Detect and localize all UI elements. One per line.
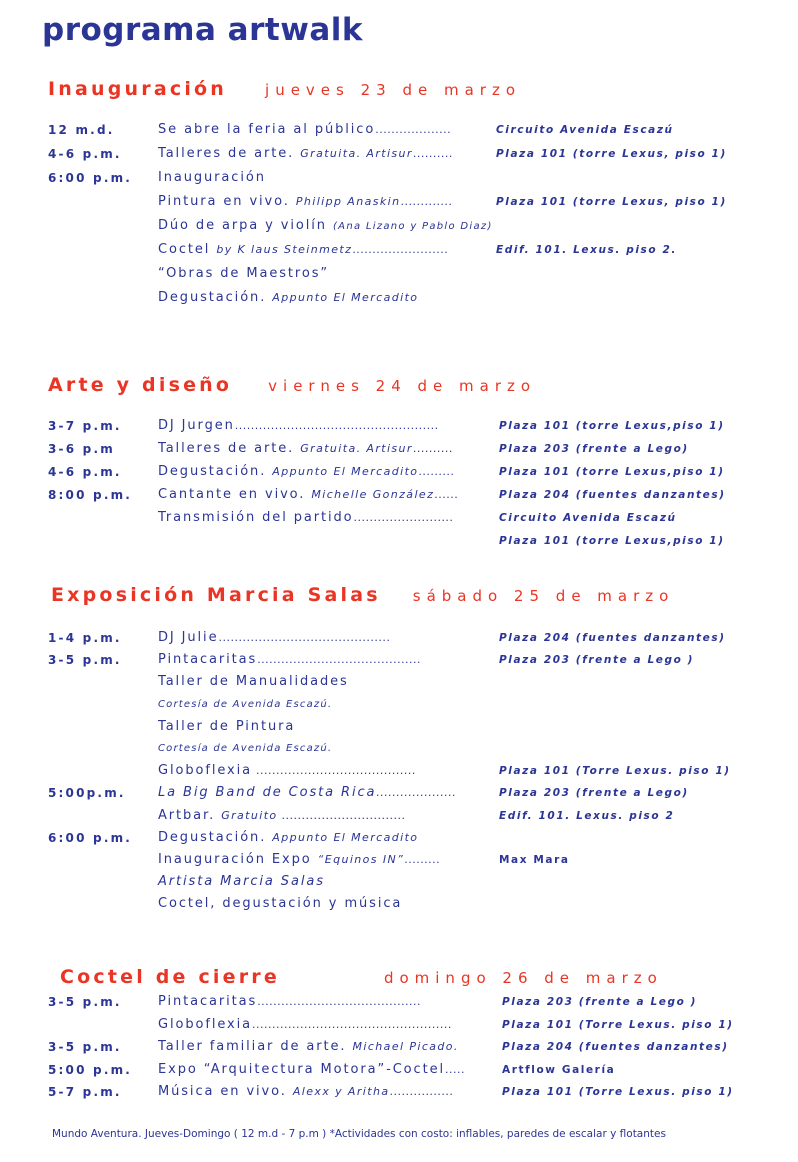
- activity-detail: Appunto El Mercadito: [272, 830, 419, 844]
- location-label: Plaza 204 (fuentes danzantes): [499, 632, 726, 644]
- activity-name: Cortesía de Avenida Escazú.: [158, 743, 333, 754]
- schedule-row: [0, 240, 798, 262]
- activity-label: [158, 510, 453, 525]
- schedule-row: [0, 508, 798, 530]
- schedule-row: [0, 1082, 798, 1104]
- activity-name: Taller familiar de arte.: [158, 1039, 347, 1054]
- activity-name: Inauguración: [158, 170, 266, 185]
- activity-label: [158, 242, 448, 257]
- activity-detail: by K laus Steinmetz: [216, 243, 353, 256]
- schedule-row: [0, 828, 798, 850]
- activity-name: Taller de Manualidades: [158, 674, 349, 690]
- location-label: Edif. 101. Lexus. piso 2.: [496, 244, 677, 256]
- activity-label: [158, 418, 439, 433]
- location-label: Plaza 101 (Torre Lexus. piso 1): [499, 765, 731, 778]
- activity-label: [158, 743, 332, 754]
- schedule-row: [0, 439, 798, 461]
- leader-dots: .........................................: [257, 653, 422, 667]
- activity-label: [158, 830, 418, 845]
- location-label: Plaza 101 (torre Lexus, piso 1): [496, 196, 727, 208]
- activity-label: [158, 290, 418, 305]
- activity-label: [158, 630, 390, 645]
- schedule-row: [0, 416, 798, 438]
- schedule-row: [0, 288, 798, 310]
- activity-name: DJ Julie: [158, 630, 219, 645]
- activity-name: Pintacaritas: [158, 994, 258, 1009]
- location-label: Plaza 204 (fuentes danzantes): [499, 489, 726, 501]
- schedule-row: [0, 192, 798, 214]
- activity-label: [158, 808, 405, 823]
- activity-name: Pintacaritas: [158, 652, 258, 668]
- activity-name: Globoflexia: [158, 763, 252, 779]
- activity-name: Inauguración Expo: [158, 852, 312, 867]
- activity-name: Artbar.: [158, 807, 216, 823]
- section-date: domingo 26 de marzo: [383, 969, 663, 987]
- location-label: Plaza 101 (torre Lexus,piso 1): [499, 535, 725, 547]
- activity-detail: Philipp Anaskin: [295, 195, 401, 208]
- location-label: Plaza 101 (torre Lexus,piso 1): [499, 466, 725, 478]
- section-heading: [60, 966, 663, 988]
- location-label: Edif. 101. Lexus. piso 2: [499, 809, 675, 822]
- activity-name: Coctel: [158, 242, 211, 257]
- activity-label: [158, 763, 416, 778]
- location-label: Plaza 203 (frente a Lego ): [502, 996, 698, 1008]
- leader-dots: ..................................................: [251, 1017, 452, 1031]
- activity-detail: Michelle González: [311, 488, 435, 501]
- activity-detail: Gratuita. Artisur: [300, 442, 413, 455]
- time-label: 5-7 p.m.: [48, 1085, 122, 1099]
- schedule-row: [0, 1060, 798, 1082]
- activity-label: [158, 1039, 459, 1054]
- leader-dots: ..........: [412, 147, 453, 160]
- leader-dots: .........................................: [257, 995, 422, 1008]
- leader-dots: .........: [418, 465, 455, 478]
- schedule-row: [0, 462, 798, 484]
- time-label: 6:00 p.m.: [48, 171, 133, 185]
- schedule-row: [0, 672, 798, 694]
- activity-label: [158, 1084, 453, 1099]
- time-label: 6:00 p.m.: [48, 830, 133, 845]
- schedule-row: [0, 1037, 798, 1059]
- activity-name: Música en vivo.: [158, 1084, 287, 1099]
- leader-dots: ...........................................: [218, 631, 391, 644]
- schedule-row: [0, 168, 798, 190]
- activity-detail: Gratuito: [221, 808, 278, 822]
- activity-detail: Gratuita. Artisur: [300, 147, 413, 160]
- location-label: Plaza 101 (torre Lexus,piso 1): [499, 420, 725, 432]
- activity-label: [158, 266, 329, 281]
- activity-label: [158, 652, 421, 667]
- schedule-row: [0, 650, 798, 672]
- time-label: 4-6 p.m.: [48, 147, 122, 161]
- activity-name: La Big Band de Costa Rica: [158, 785, 377, 801]
- activity-label: [158, 146, 453, 161]
- leader-dots: ...................: [375, 123, 452, 136]
- schedule-row: [0, 992, 798, 1014]
- activity-detail: “Equinos IN”: [317, 853, 405, 866]
- location-label: Plaza 203 (frente a Lego): [499, 787, 689, 800]
- location-label: Circuito Avenida Escazú: [496, 124, 674, 136]
- activity-detail: Appunto El Mercadito: [272, 465, 419, 478]
- leader-dots: ........................: [352, 243, 449, 256]
- section-date: viernes 24 de marzo: [268, 377, 537, 395]
- location-label: Plaza 101 (Torre Lexus. piso 1): [502, 1086, 734, 1098]
- leader-dots: ....................: [376, 786, 457, 800]
- schedule-row: [0, 628, 798, 650]
- page-title: programa artwalk: [42, 12, 364, 48]
- activity-name: Degustación.: [158, 829, 267, 845]
- section-title: Arte y diseño: [48, 374, 233, 396]
- section-heading: [48, 374, 536, 396]
- activity-name: Taller de Pintura: [158, 718, 296, 734]
- schedule-row: [0, 120, 798, 142]
- schedule-row: [0, 761, 798, 783]
- schedule-row: [0, 216, 798, 238]
- leader-dots: ......: [434, 488, 459, 501]
- schedule-row: [0, 1015, 798, 1037]
- activity-label: [158, 994, 421, 1009]
- activity-label: [158, 1017, 452, 1032]
- time-label: 3-5 p.m.: [48, 653, 122, 668]
- time-label: 3-7 p.m.: [48, 419, 122, 433]
- schedule-row: [0, 783, 798, 805]
- leader-dots: ..........: [412, 442, 453, 455]
- activity-label: [158, 194, 452, 209]
- activity-label: [158, 170, 266, 185]
- activity-note: (Ana Lizano y Pablo Diaz): [332, 221, 493, 232]
- leader-dots: .............: [400, 195, 453, 208]
- leader-dots: ...................................................: [234, 419, 439, 432]
- activity-name: Dúo de arpa y violín: [158, 218, 327, 233]
- activity-label: [158, 1062, 465, 1077]
- location-label: Circuito Avenida Escazú: [499, 512, 677, 524]
- location-label: Plaza 203 (frente a Lego ): [499, 654, 695, 667]
- location-label: Artflow Galería: [502, 1063, 616, 1076]
- schedule-row: [0, 739, 798, 761]
- activity-name: Degustación.: [158, 464, 267, 479]
- activity-name: Cantante en vivo.: [158, 487, 306, 502]
- schedule-row: [0, 850, 798, 872]
- time-label: 5:00 p.m.: [48, 1062, 133, 1077]
- activity-name: Talleres de arte.: [158, 441, 295, 456]
- activity-name: Expo “Arquitectura Motora”-Coctel: [158, 1061, 445, 1077]
- activity-name: Coctel, degustación y música: [158, 896, 403, 912]
- section-title: Coctel de cierre: [60, 966, 280, 988]
- activity-label: [158, 464, 454, 479]
- location-label: Plaza 101 (torre Lexus, piso 1): [496, 148, 727, 160]
- activity-name: “Obras de Maestros”: [158, 266, 330, 281]
- activity-label: [158, 487, 458, 502]
- activity-name: Cortesía de Avenida Escazú.: [158, 698, 333, 710]
- schedule-row: [0, 485, 798, 507]
- section-heading: [51, 584, 674, 606]
- schedule-row: [0, 717, 798, 739]
- leader-dots: ...............................: [277, 808, 406, 822]
- activity-label: [158, 122, 451, 137]
- schedule-row: [0, 695, 798, 717]
- section-date: jueves 23 de marzo: [265, 81, 522, 99]
- activity-name: Se abre la feria al público: [158, 122, 376, 137]
- time-label: 8:00 p.m.: [48, 488, 133, 502]
- activity-label: [158, 218, 493, 233]
- section-heading: [48, 78, 521, 100]
- activity-label: [158, 785, 456, 800]
- leader-dots: .........................: [353, 511, 454, 524]
- location-label: Max Mara: [499, 854, 570, 866]
- section-title: Inauguración: [48, 78, 228, 100]
- schedule-row: [0, 872, 798, 894]
- location-label: Plaza 101 (Torre Lexus. piso 1): [502, 1018, 734, 1031]
- activity-name: Artista Marcia Salas: [158, 874, 325, 890]
- activity-detail: Michael Picado.: [352, 1040, 459, 1053]
- schedule-row: [0, 264, 798, 286]
- activity-detail: Appunto El Mercadito: [272, 291, 419, 304]
- footer-note: Mundo Aventura. Jueves-Domingo ( 12 m.d - 7 p.m ) *Actividades con costo: inflables, paredes de escalar y flotantes: [52, 1128, 666, 1140]
- time-label: 12 m.d.: [48, 123, 115, 137]
- location-label: Plaza 203 (frente a Lego): [499, 443, 689, 455]
- activity-name: Globoflexia: [158, 1016, 252, 1032]
- leader-dots: .........: [404, 853, 441, 866]
- schedule-row: [0, 531, 798, 553]
- activity-label: [158, 719, 295, 734]
- time-label: 4-6 p.m.: [48, 465, 122, 479]
- leader-dots: .....: [444, 1062, 465, 1076]
- activity-name: DJ Jurgen: [158, 418, 235, 433]
- leader-dots: ........................................: [251, 764, 416, 778]
- time-label: 3-5 p.m.: [48, 995, 122, 1009]
- location-label: Plaza 204 (fuentes danzantes): [502, 1041, 729, 1053]
- leader-dots: ................: [389, 1085, 454, 1098]
- schedule-row: [0, 894, 798, 916]
- activity-name: Talleres de arte.: [158, 146, 295, 161]
- activity-name: Degustación.: [158, 290, 267, 305]
- activity-label: [158, 852, 440, 867]
- activity-label: [158, 441, 453, 456]
- section-title: Exposición Marcia Salas: [51, 584, 381, 606]
- schedule-row: [0, 806, 798, 828]
- activity-name: Transmisión del partido: [158, 510, 354, 525]
- activity-detail: Alexx y Aritha: [292, 1085, 390, 1098]
- section-date: sábado 25 de marzo: [412, 587, 675, 605]
- schedule-row: [0, 144, 798, 166]
- activity-label: [158, 896, 402, 911]
- activity-label: [158, 674, 349, 689]
- time-label: 5:00p.m.: [48, 786, 126, 801]
- time-label: 3-5 p.m.: [48, 1040, 122, 1054]
- activity-label: [158, 699, 332, 710]
- time-label: 3-6 p.m: [48, 442, 115, 456]
- activity-name: Pintura en vivo.: [158, 194, 290, 209]
- activity-label: [158, 874, 325, 889]
- time-label: 1-4 p.m.: [48, 631, 122, 645]
